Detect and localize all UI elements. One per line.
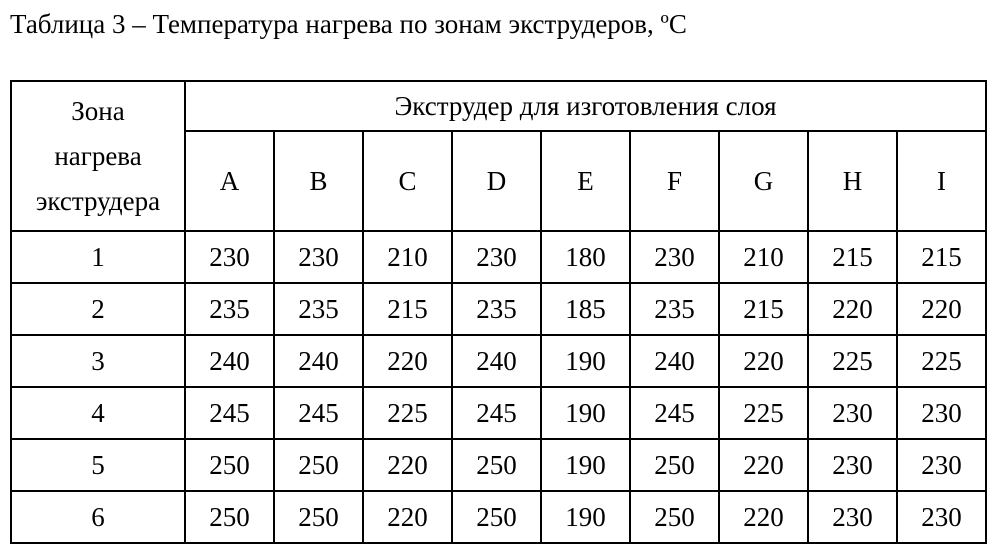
temperature-cell: 230 — [897, 439, 986, 491]
zone-number-cell: 2 — [11, 283, 185, 335]
temperature-cell: 245 — [630, 387, 719, 439]
temperature-cell: 230 — [808, 387, 897, 439]
table-row — [11, 491, 986, 543]
temperature-cell: 230 — [185, 231, 274, 283]
zone-header-line-2: нагрева — [54, 140, 142, 171]
temperature-cell: 180 — [541, 231, 630, 283]
temperature-cell: 220 — [363, 335, 452, 387]
temperature-cell: 220 — [363, 491, 452, 543]
extruder-header-c: C — [363, 131, 452, 231]
table-row — [11, 387, 986, 439]
table-row — [11, 335, 986, 387]
temperature-cell: 240 — [185, 335, 274, 387]
extruder-header-f: F — [630, 131, 719, 231]
zone-number-cell: 4 — [11, 387, 185, 439]
table-row — [11, 439, 986, 491]
extruder-header-i: I — [897, 131, 986, 231]
temperature-cell: 230 — [630, 231, 719, 283]
temperature-cell: 230 — [274, 231, 363, 283]
extruder-header-h: H — [808, 131, 897, 231]
extruder-header-a: A — [185, 131, 274, 231]
temperature-cell: 250 — [452, 491, 541, 543]
temperature-cell: 220 — [719, 439, 808, 491]
temperature-cell: 230 — [452, 231, 541, 283]
header-row-group — [11, 81, 986, 131]
temperature-cell: 245 — [185, 387, 274, 439]
temperature-cell: 225 — [363, 387, 452, 439]
temperature-cell: 240 — [630, 335, 719, 387]
temperature-cell: 250 — [630, 491, 719, 543]
temperature-cell: 190 — [541, 387, 630, 439]
temperature-cell: 235 — [274, 283, 363, 335]
temperature-cell: 225 — [719, 387, 808, 439]
zone-number-cell: 3 — [11, 335, 185, 387]
temperature-cell: 250 — [274, 491, 363, 543]
temperature-cell: 225 — [897, 335, 986, 387]
zone-header-cell — [11, 81, 185, 231]
temperature-cell: 250 — [185, 439, 274, 491]
zone-number-cell: 5 — [11, 439, 185, 491]
zone-header-line-1: Зона — [71, 95, 125, 126]
temperature-cell: 210 — [363, 231, 452, 283]
temperature-cell: 220 — [808, 283, 897, 335]
temperature-cell: 185 — [541, 283, 630, 335]
extruder-header-e: E — [541, 131, 630, 231]
temperature-cell: 240 — [274, 335, 363, 387]
temperature-cell: 225 — [808, 335, 897, 387]
temperature-cell: 190 — [541, 439, 630, 491]
extruder-header-d: D — [452, 131, 541, 231]
temperature-cell: 215 — [363, 283, 452, 335]
temperature-cell: 215 — [719, 283, 808, 335]
temperature-cell: 230 — [897, 387, 986, 439]
temperature-cell: 250 — [185, 491, 274, 543]
zone-header-line-3: экструдера — [35, 185, 161, 216]
temperature-cell: 235 — [452, 283, 541, 335]
zone-number-cell: 1 — [11, 231, 185, 283]
extruder-header-b: B — [274, 131, 363, 231]
temperature-cell: 240 — [452, 335, 541, 387]
table-row — [11, 283, 986, 335]
temperature-cell: 250 — [274, 439, 363, 491]
temperature-cell: 215 — [808, 231, 897, 283]
temperature-cell: 245 — [274, 387, 363, 439]
temperature-cell: 210 — [719, 231, 808, 283]
temperature-cell: 220 — [897, 283, 986, 335]
temperature-cell: 245 — [452, 387, 541, 439]
temperature-cell: 250 — [452, 439, 541, 491]
temperature-cell: 190 — [541, 491, 630, 543]
extruder-header-g: G — [719, 131, 808, 231]
table-row — [11, 231, 986, 283]
temperature-cell: 220 — [719, 491, 808, 543]
extruder-group-header: Экструдер для изготовления слоя — [185, 81, 986, 131]
temperature-cell: 250 — [630, 439, 719, 491]
temperature-cell: 235 — [630, 283, 719, 335]
temperature-cell: 235 — [185, 283, 274, 335]
table-caption: Таблица 3 – Температура нагрева по зонам экструдеров, ºС — [10, 9, 687, 39]
temperature-cell: 230 — [897, 491, 986, 543]
zone-number-cell: 6 — [11, 491, 185, 543]
temperature-table — [10, 80, 987, 544]
temperature-cell: 230 — [808, 491, 897, 543]
temperature-cell: 220 — [363, 439, 452, 491]
temperature-cell: 230 — [808, 439, 897, 491]
temperature-cell: 215 — [897, 231, 986, 283]
temperature-cell: 220 — [719, 335, 808, 387]
temperature-cell: 190 — [541, 335, 630, 387]
